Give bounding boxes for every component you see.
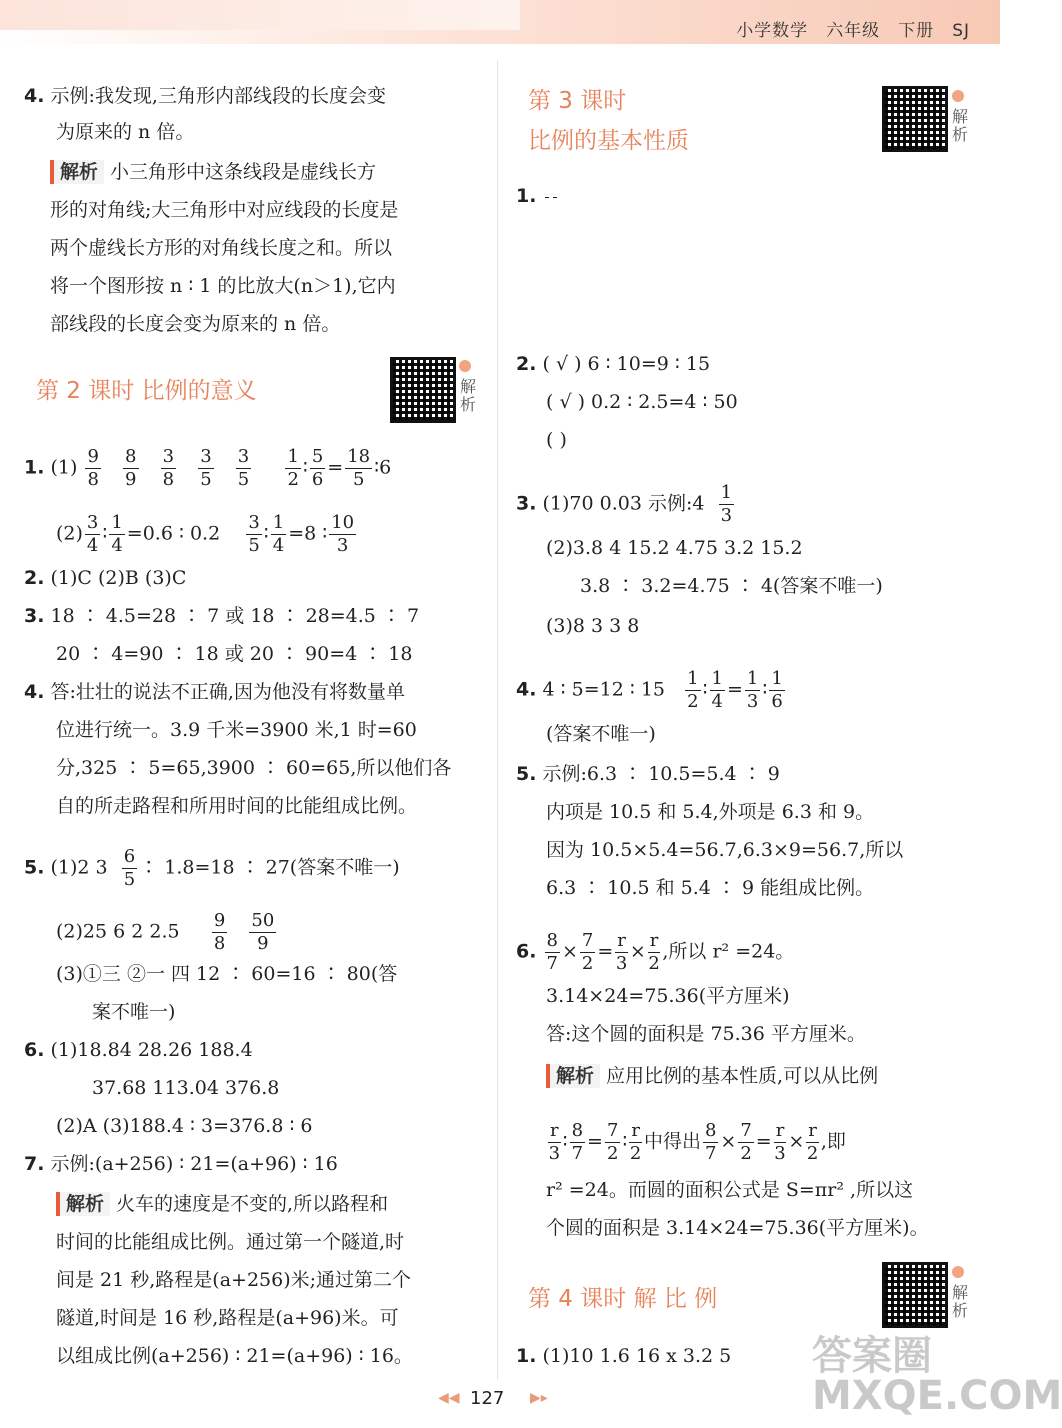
jiexi-3-line3: r² =24。而圆的面积公式是 S=πr² ,所以这: [546, 1179, 914, 1201]
jiexi-2-line2: 时间的比能组成比例。通过第一个隧道,时: [56, 1231, 405, 1253]
left-q4-line3: 分,325 ∶ 5=65,3900 ∶ 60=65,所以他们各: [56, 757, 452, 779]
next-page-icon[interactable]: ▶▸: [530, 1390, 548, 1406]
right-q4-line2: (答案不唯一): [546, 723, 656, 745]
right-q6-line2: 3.14×24=75.36(平方厘米): [546, 985, 790, 1007]
qr-label: 解析: [460, 377, 477, 414]
section-title-lesson4: 第 4 课时 解 比 例: [528, 1286, 718, 1312]
jiexi-tag: 解析: [56, 1192, 110, 1216]
jiexi-1-line5: 部线段的长度会变为原来的 n 倍。: [50, 313, 341, 335]
left-q3-line1: 3. 18 ∶ 4.5=28 ∶ 7 或 18 ∶ 28=4.5 ∶ 7: [24, 605, 420, 627]
jiexi-2-line4: 隧道,时间是 16 秒,路程是(a+96)米。可: [56, 1307, 399, 1329]
right-q6-line1: 6. $\frac{8}{7}$ × $\frac{7}{2}$ = $\frac{r}{3}$ × $\frac{r}{2}$ ,所以 r² =24。: [516, 930, 795, 974]
jiexi-block-3: 解析 应用比例的基本性质,可以从比例: [546, 1064, 878, 1088]
jiexi-block-1: 解析 小三角形中这条线段是虚线长方: [50, 160, 376, 184]
left-q1-line1: 1. (1) $\frac{9}{8}$ $\frac{8}{9}$ $\frac{3}{8}$ $\frac{3}{5}$ $\frac{3}{5}$ $\frac{1}{2}$ ∶ $\frac{5}{6}$ = $\frac{18}{5}$ ∶6: [24, 446, 392, 490]
jiexi-1-line2: 形的对角线;大三角形中对应线段的长度是: [50, 199, 399, 221]
header-subject: 小学数学: [736, 21, 809, 41]
right-q2-line1: 2. ( √ ) 6 ∶ 10=9 ∶ 15: [516, 353, 711, 375]
left-q5-line2: (2)25 6 2 2.5 $\frac{9}{8}$ $\frac{50}{9}$: [56, 910, 275, 954]
header-volume: 下册: [898, 21, 935, 41]
page-number: 127: [470, 1388, 505, 1409]
qr-code-lesson2[interactable]: [390, 357, 456, 423]
right-q5-line1: 5. 示例:6.3 ∶ 10.5=5.4 ∶ 9: [516, 763, 780, 785]
left-q5-line1: 5. (1)2 3 $\frac{6}{5}$ ∶ 1.8=18 ∶ 27(答案不唯一): [24, 846, 400, 890]
page-header: [718, 16, 970, 41]
left-q6-line2: 37.68 113.04 376.8: [92, 1077, 280, 1099]
jiexi-1-line4: 将一个图形按 n ∶ 1 的比放大(n＞1),它内: [50, 275, 396, 297]
right-q3-line2: (2)3.8 4 15.2 4.75 3.2 15.2: [546, 537, 803, 559]
jiexi-2-line3: 间是 21 秒,路程是(a+256)米;通过第二个: [56, 1269, 412, 1291]
right-q3-line4: (3)8 3 3 8: [546, 615, 640, 637]
play-icon: [459, 360, 471, 372]
left-q6-line1: 6. (1)18.84 28.26 188.4: [24, 1039, 253, 1061]
left-q6-line3: (2)A (3)188.4 ∶ 3=376.8 ∶ 6: [56, 1115, 313, 1137]
header-grade: 六年级: [826, 21, 881, 41]
left-q4-line2: 位进行统一。3.9 千米=3900 米,1 时=60: [56, 719, 417, 741]
column-divider: [497, 60, 498, 1380]
right-lesson4-q1: 1. (1)10 1.6 16 x 3.2 5: [516, 1345, 732, 1367]
right-q6-line3: 答:这个圆的面积是 75.36 平方厘米。: [546, 1023, 866, 1045]
section-title-lesson3: 第 3 课时: [528, 88, 627, 114]
left-q4-prev-line2: 为原来的 n 倍。: [56, 121, 195, 143]
right-q1-line1: 1.: [516, 184, 559, 208]
left-q4-line4: 自的所走路程和所用时间的比能组成比例。: [56, 795, 418, 817]
banner-decoration: [0, 0, 520, 30]
watermark-logo: 答案圈 MXQE.COM: [812, 1333, 1062, 1419]
qr-label: 解析: [952, 1283, 969, 1320]
right-q3-line1: 3. (1)70 0.03 示例:4 $\frac{1}{3}$: [516, 482, 733, 526]
right-q2-line3: ( ): [546, 429, 567, 451]
qr-label: 解析: [952, 107, 969, 144]
jiexi-1-line3: 两个虚线长方形的对角线长度之和。所以: [50, 237, 393, 259]
left-q2: 2. (1)C (2)B (3)C: [24, 567, 187, 589]
jiexi-3-line4: 个圆的面积是 3.14×24=75.36(平方厘米)。: [546, 1217, 929, 1239]
qr-code-lesson3[interactable]: [882, 86, 948, 152]
right-q5-line4: 6.3 ∶ 10.5 和 5.4 ∶ 9 能组成比例。: [546, 877, 875, 899]
left-q7-line1: 7. 示例:(a+256) ∶ 21=(a+96) ∶ 16: [24, 1153, 338, 1175]
right-q5-line2: 内项是 10.5 和 5.4,外项是 6.3 和 9。: [546, 801, 875, 823]
header-edition: SJ: [952, 21, 970, 41]
right-q4-line1: 4. 4 ∶ 5=12 ∶ 15 $\frac{1}{2}$ ∶ $\frac{1}{4}$ = $\frac{1}{3}$ ∶ $\frac{1}{6}$: [516, 668, 783, 712]
left-q3-line2: 20 ∶ 4=90 ∶ 18 或 20 ∶ 90=4 ∶ 18: [56, 643, 413, 665]
right-q3-line3: 3.8 ∶ 3.2=4.75 ∶ 4(答案不唯一): [580, 575, 883, 597]
prev-page-icon[interactable]: ◀◀: [438, 1390, 460, 1406]
qr-code-lesson4[interactable]: [882, 1262, 948, 1328]
left-q4-line1: 4. 答:壮壮的说法不正确,因为他没有将数量单: [24, 681, 405, 703]
left-q5-line4: 案不唯一): [92, 1001, 176, 1023]
left-q5-line3: (3)①三 ②一 四 12 ∶ 60=16 ∶ 80(答: [56, 963, 398, 985]
jiexi-block-2: 解析 火车的速度是不变的,所以路程和: [56, 1192, 388, 1216]
section-title-lesson2: 第 2 课时 比例的意义: [36, 378, 257, 404]
section-subtitle-lesson3: 比例的基本性质: [528, 128, 689, 154]
left-q4-prev-line1: 4. 示例:我发现,三角形内部线段的长度会变: [24, 85, 386, 107]
right-q2-line2: ( √ ) 0.2 ∶ 2.5=4 ∶ 50: [546, 391, 738, 413]
play-icon: [952, 90, 964, 102]
jiexi-3-line2: $\frac{r}{3}$ ∶ $\frac{8}{7}$ = $\frac{7}{2}$ ∶ $\frac{r}{2}$ 中得出 $\frac{8}{7}$ × $\frac{7}{2}$ = $\frac{r}{3}$ × $\frac{r}{2}$ ,即: [548, 1120, 846, 1164]
left-q1-line2: (2) $\frac{3}{4}$ ∶ $\frac{1}{4}$ =0.6 ∶ 0.2 $\frac{3}{5}$ ∶ $\frac{1}{4}$ =8 ∶ $\frac{10}{3}$: [56, 512, 355, 556]
jiexi-2-line5: 以组成比例(a+256) ∶ 21=(a+96) ∶ 16。: [56, 1345, 413, 1367]
right-q5-line3: 因为 10.5×5.4=56.7,6.3×9=56.7,所以: [546, 839, 904, 861]
play-icon: [952, 1266, 964, 1278]
jiexi-tag: 解析: [546, 1064, 600, 1088]
jiexi-tag: 解析: [50, 160, 104, 184]
